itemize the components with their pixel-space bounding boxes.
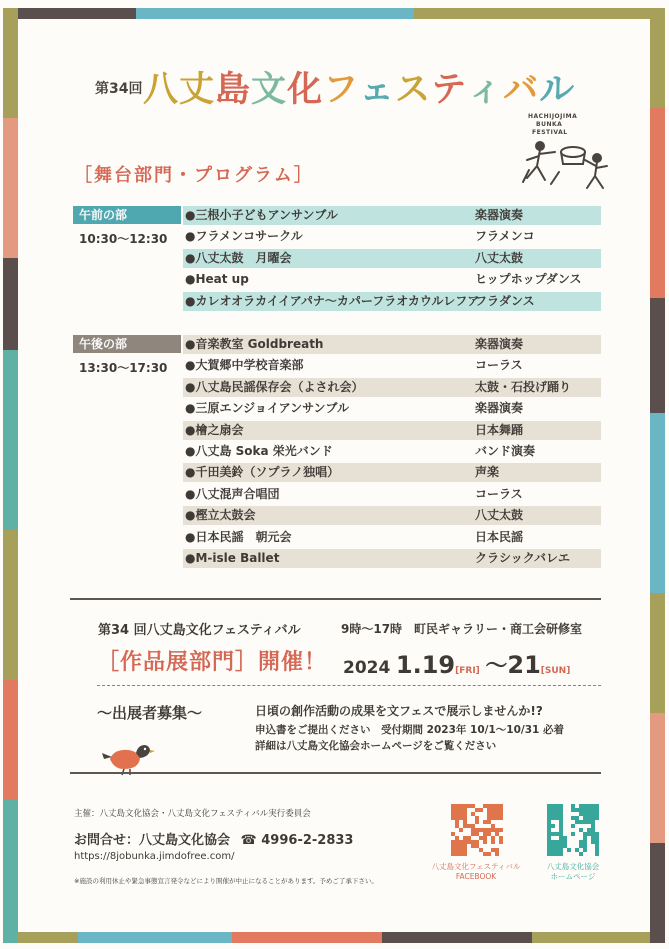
- performance-genre: 日本舞踊: [475, 422, 524, 437]
- title-char: ェ: [359, 70, 396, 110]
- performance-genre: 日本民謡: [475, 529, 524, 544]
- performer-name: ●大賀郷中学校音楽部: [185, 358, 304, 373]
- title-char: 島: [215, 70, 252, 110]
- date-year: 2024: [343, 658, 391, 678]
- divider: [70, 598, 601, 600]
- performer-name: ●八丈島民謡保存会（よされ会）: [185, 379, 364, 394]
- performance-genre: フラメンコ: [475, 229, 535, 244]
- title-char: 文: [251, 70, 288, 110]
- title-char: 化: [287, 70, 324, 110]
- contact-info: [74, 829, 353, 848]
- performer-name: ●音楽教室 Goldbreath: [185, 337, 324, 351]
- bird-icon: [100, 737, 156, 777]
- performance-genre: 八丈太鼓: [475, 508, 524, 523]
- afternoon-time: 13:30〜17:30: [79, 361, 168, 375]
- qr-caption-line: FACEBOOK: [455, 872, 497, 881]
- facebook-qr-code[interactable]: [451, 804, 503, 856]
- performance-genre: ヒップホップダンス: [475, 272, 582, 287]
- title-char: ィ: [467, 70, 504, 110]
- date-end-day: [SUN]: [540, 666, 571, 676]
- program-row: [183, 335, 601, 354]
- title-char: フ: [323, 70, 360, 110]
- cancellation-note: ※施設の利用休止や緊急事態宣言発令などにより開催が中止になることがあります。予めご了承下さい。: [74, 877, 378, 885]
- festival-logo-text: [528, 113, 577, 137]
- performer-name: ●Heat up: [185, 272, 249, 287]
- homepage-qr-caption: [530, 862, 616, 882]
- performer-name: ●カレオオラカイイアパナ〜カパーフラオカウルレフア: [185, 293, 480, 308]
- contact-label: お問合せ：八丈島文化協会: [74, 833, 231, 848]
- organizer-text: 主催：八丈島文化協会・八丈島文化フェスティバル実行委員会: [74, 809, 311, 819]
- program-row: [183, 249, 601, 268]
- program-row: [183, 227, 601, 246]
- website-link[interactable]: https://8jobunka.jimdofree.com/: [74, 851, 235, 862]
- recruit-details: 詳細は八丈島文化協会ホームページをご覧ください: [255, 740, 497, 752]
- performance-genre: 楽器演奏: [475, 401, 524, 416]
- date-start: 1.19: [395, 651, 456, 679]
- title-char: 丈: [179, 70, 216, 110]
- performance-genre: コーラス: [475, 486, 523, 501]
- phone-number: ☎ 4996-2-2833: [240, 833, 354, 848]
- logo-line: FESTIVAL: [532, 129, 568, 136]
- title-char: テ: [431, 70, 468, 110]
- festival-title: [143, 62, 575, 112]
- program-row: [183, 463, 601, 482]
- afternoon-label: 午後の部: [73, 335, 181, 353]
- recruit-application: 申込書をご提出ください 受付期間 2023年 10/1〜10/31 必着: [255, 724, 565, 736]
- performer-name: ●M-isle Ballet: [185, 551, 280, 565]
- performance-genre: 楽器演奏: [475, 208, 524, 222]
- logo-line: BUNKA: [536, 121, 563, 128]
- program-row: [183, 528, 601, 547]
- title-char: バ: [503, 70, 540, 110]
- drummers-illustration-icon: [515, 138, 610, 193]
- performer-name: ●三根小子どもアンサンブル: [185, 208, 338, 222]
- program-row: [183, 292, 601, 311]
- program-row: [183, 442, 601, 461]
- performance-genre: 楽器演奏: [475, 337, 524, 351]
- performer-name: ●八丈混声合唱団: [185, 486, 280, 501]
- program-row: [183, 485, 601, 504]
- morning-label: 午前の部: [73, 206, 181, 224]
- program-row: [183, 270, 601, 289]
- program-row: [183, 206, 601, 225]
- qr-caption-line: ホームページ: [550, 872, 596, 881]
- performance-genre: クラシックバレエ: [475, 551, 571, 565]
- title-char: 八: [143, 70, 180, 110]
- performance-genre: フラダンス: [475, 293, 535, 308]
- performer-name: ●樫立太鼓会: [185, 508, 256, 523]
- performance-genre: バンド演奏: [475, 444, 536, 458]
- performer-name: ●八丈太鼓 月曜会: [185, 250, 292, 265]
- performer-name: ●三原エンジョイアンサンブル: [185, 401, 350, 416]
- program-row: [183, 378, 601, 397]
- exhibition-dept-heading: ［作品展部門］開催！: [97, 650, 328, 675]
- program-row: [183, 506, 601, 525]
- exhibition-hours: 9時〜17時 町民ギャラリー・商工会研修室: [341, 622, 583, 636]
- logo-line: HACHIJOJIMA: [528, 113, 578, 120]
- morning-time: 10:30〜12:30: [79, 232, 168, 246]
- date-start-day: [FRI]: [455, 666, 480, 676]
- edition-label: 第34回: [95, 81, 143, 97]
- performer-name: ●千田美鈴（ソプラノ独唱）: [185, 465, 340, 480]
- performance-genre: 声楽: [475, 465, 500, 480]
- title-char: ス: [395, 70, 432, 110]
- performer-name: ●檜之扇会: [185, 422, 244, 437]
- performance-genre: 太鼓・石投げ踊り: [475, 379, 572, 394]
- title-char: ル: [539, 70, 576, 110]
- program-row: [183, 356, 601, 375]
- performer-name: ●フラメンコサークル: [185, 229, 303, 244]
- performance-genre: 八丈太鼓: [475, 250, 524, 265]
- performer-name: ●八丈島 Soka 栄光バンド: [185, 444, 333, 458]
- date-tilde: 〜: [485, 654, 508, 679]
- homepage-qr-code[interactable]: [547, 804, 599, 856]
- program-section-title: ［舞台部門・プログラム］: [74, 165, 314, 186]
- recruit-heading: 〜出展者募集〜: [97, 704, 203, 722]
- performer-name: ●日本民謡 朝元会: [185, 529, 292, 544]
- qr-caption-line: 八丈島文化フェスティバル: [431, 862, 521, 871]
- qr-caption-line: 八丈島文化協会: [546, 862, 600, 871]
- recruit-message: 日頃の創作活動の成果を文フェスで展示しませんか!?: [255, 704, 543, 718]
- exhibition-title: 第34 回八丈島文化フェスティバル: [98, 623, 301, 638]
- exhibition-dates: [343, 649, 570, 680]
- program-row: [183, 421, 601, 440]
- divider: [70, 772, 601, 774]
- program-row: [183, 549, 601, 568]
- program-row: [183, 399, 601, 418]
- date-end: 21: [507, 651, 541, 679]
- performance-genre: コーラス: [475, 358, 523, 373]
- facebook-qr-caption: [420, 862, 532, 882]
- dashed-divider: [97, 685, 601, 686]
